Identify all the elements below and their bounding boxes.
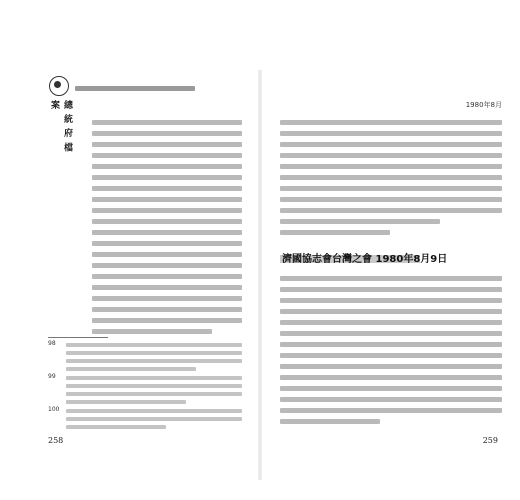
text-line [66,417,242,421]
brand-vertical-title: 總 統 府 檔 案 [49,100,72,153]
text-line [66,376,242,380]
page-number: 258 [48,436,64,445]
text-line [280,309,502,314]
footnote-rule [48,337,108,338]
text-line [92,120,242,125]
text-line [280,208,502,213]
text-line [92,175,242,180]
footnote-marker: 100 [48,406,60,413]
text-line [92,263,242,268]
text-line [92,230,242,235]
text-line [280,186,502,191]
text-line [280,298,502,303]
text-line [92,329,212,334]
text-line [92,186,242,191]
text-line [280,131,502,136]
text-line [280,386,502,391]
text-line [280,153,502,158]
text-line [92,142,242,147]
text-line [280,230,390,235]
right-page [262,0,520,500]
text-line [92,153,242,158]
text-line [280,342,502,347]
text-line [66,384,242,388]
text-line [92,241,242,246]
text-line [280,364,502,369]
text-line [92,164,242,169]
text-line [66,359,242,363]
text-line [280,331,502,336]
text-line [66,367,196,371]
footnote-marker: 99 [48,373,56,380]
left-page [0,0,258,500]
section-heading-text: 濟國協志會台灣之會 1980年8月9日 [282,254,448,265]
text-line [280,164,502,169]
text-line [92,285,242,290]
text-line [280,287,502,292]
emblem-icon [49,76,69,96]
text-line [92,252,242,257]
footnote-marker: 98 [48,340,56,347]
section-heading [280,250,505,264]
running-head-right: 1980年8月 [465,101,502,109]
page-number: 259 [482,436,498,445]
text-line [280,419,380,424]
text-line [92,131,242,136]
text-line [66,409,242,413]
text-line [92,219,242,224]
text-line [66,351,242,355]
text-line [280,375,502,380]
text-line [66,343,242,347]
brand-mark [48,76,72,153]
text-line [280,120,502,125]
text-line [92,274,242,279]
text-line [66,425,166,429]
text-line [280,408,502,413]
text-line [280,175,502,180]
running-head-text [75,86,195,91]
text-line [280,197,502,202]
text-line [92,307,242,312]
text-line [280,276,502,281]
text-line [92,208,242,213]
text-line [280,142,502,147]
text-line [280,397,502,402]
text-line [280,353,502,358]
running-head-left [75,83,255,95]
text-line [66,400,186,404]
text-line [280,219,440,224]
text-line [66,392,242,396]
text-line [92,318,242,323]
text-line [92,296,242,301]
text-line [280,320,502,325]
text-line [92,197,242,202]
